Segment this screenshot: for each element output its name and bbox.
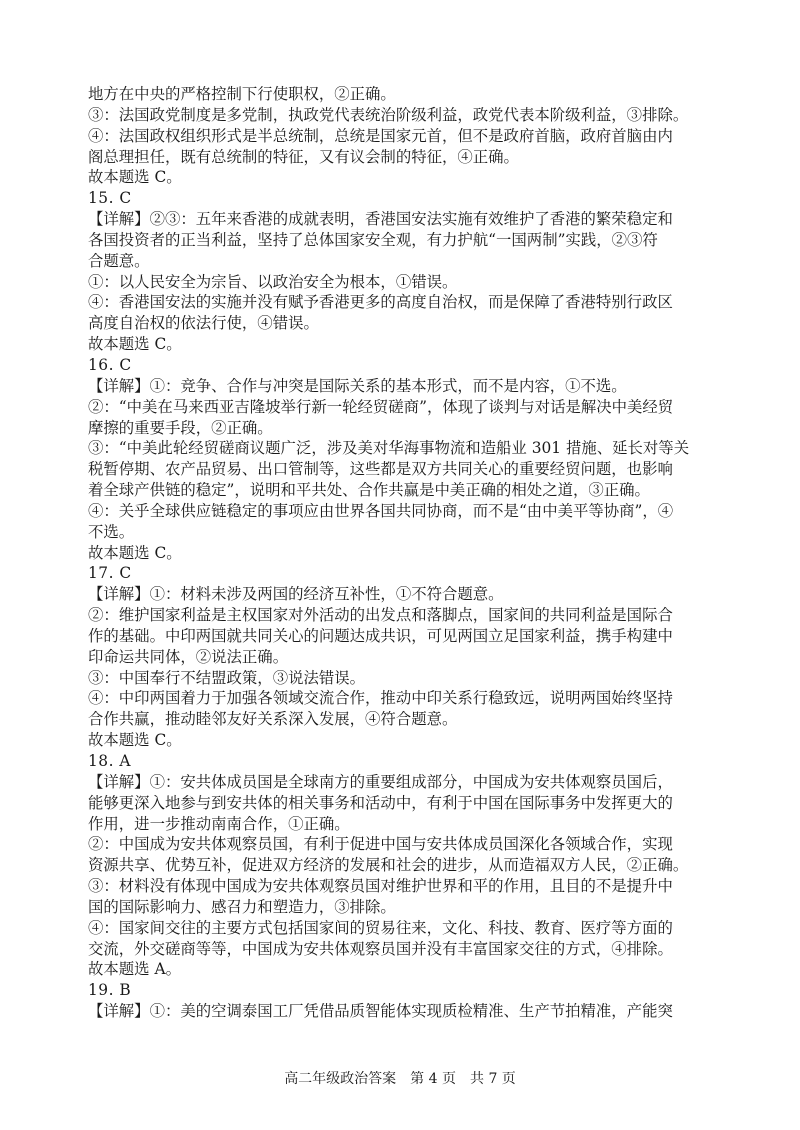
text-line: ①：以人民安全为宗旨、以政治安全为根本，①错误。 (88, 272, 458, 291)
text-line: ③：“中美此轮经贸磋商议题广泛，涉及美对华海事物流和造船业 301 措施、延长对等关 (88, 439, 690, 458)
question-number: 17. C (88, 564, 132, 583)
text-line: 摩擦的重要手段，②正确。 (88, 418, 273, 437)
text-line: 合作共赢，推动睦邻友好关系深入发展，④符合题意。 (88, 710, 458, 729)
text-line: 地方在中央的严格控制下行使职权，②正确。 (88, 85, 396, 103)
text-line: 资源共享、优势互补，促进双方经济的发展和社会的进步，从而造福双方人民，②正确。 (88, 856, 689, 875)
text-line: 着全球产供链的稳定”，说明和平共处、合作共赢是中美正确的相处之道，③正确。 (88, 481, 650, 500)
text-line: 税暂停期、农产品贸易、出口管制等，这些都是双方共同关心的重要经贸问题，也影响 (88, 460, 673, 479)
text-line: ④：法国政权组织形式是半总统制，总统是国家元首，但不是政府首脑，政府首脑由内 (88, 126, 673, 145)
explanation-start: 【详解】①：竞争、合作与冲突是国际关系的基本形式，而不是内容，①不选。 (88, 376, 627, 395)
text-line: ②：中国成为安共体观察员国，有利于促进中国与安共体成员国深化各领域合作，实现 (88, 835, 673, 854)
answer-conclusion: 故本题选 C。 (88, 731, 182, 750)
text-line: 交流，外交磋商等等，中国成为安共体观察员国并没有丰富国家交往的方式，④排除。 (88, 939, 673, 958)
text-line: 作用，进一步推动南南合作，①正确。 (88, 814, 350, 833)
text-line: ④：关乎全球供应链稳定的事项应由世界各国共同协商，而不是“由中美平等协商”，④ (88, 501, 674, 520)
text-line: ③：中国奉行不结盟政策，③说法错误。 (88, 668, 366, 687)
text-line: ②：“中美在马来西亚吉隆坡举行新一轮经贸磋商”，体现了谈判与对话是解决中美经贸 (88, 397, 674, 416)
answer-conclusion: 故本题选 C。 (88, 335, 182, 354)
text-line: ②：维护国家利益是主权国家对外活动的出发点和落脚点，国家间的共同利益是国际合 (88, 606, 673, 625)
question-number: 18. A (88, 752, 131, 770)
text-line: ④：香港国安法的实施并没有赋予香港更多的高度自治权，而是保障了香港特别行政区 (88, 293, 673, 312)
text-line: 作的基础。中印两国就共同关心的问题达成共识，可见两国立足国家利益，携手构建中 (88, 626, 673, 645)
text-line: ③：材料没有体现中国成为安共体观察员国对维护世界和平的作用，且目的不是提升中 (88, 877, 673, 896)
answer-conclusion: 故本题选 C。 (88, 543, 182, 562)
text-line: 能够更深入地参与到安共体的相关事务和活动中，有利于中国在国际事务中发挥更大的 (88, 793, 673, 812)
question-number: 15. C (88, 189, 132, 208)
text-line: 各国投资者的正当利益，坚持了总体国家安全观，有力护航“一国两制”实践，②③符 (88, 230, 658, 249)
text-line: 不选。 (88, 522, 135, 541)
answer-conclusion: 故本题选 A。 (88, 960, 181, 979)
explanation-start: 【详解】①：安共体成员国是全球南方的重要组成部分，中国成为安共体观察员国后， (88, 772, 673, 791)
page-footer: 高二年级政治答案 第 4 页 共 7 页 (284, 1071, 516, 1087)
explanation-start: 【详解】①：美的空调泰国工厂凭借品质智能体实现质检精准、生产节拍精准，产能突 (88, 1002, 673, 1021)
text-line: 高度自治权的依法行使，④错误。 (88, 314, 319, 333)
explanation-start: 【详解】②③：五年来香港的成就表明，香港国安法实施有效维护了香港的繁荣稳定和 (88, 210, 673, 229)
text-line: 合题意。 (88, 251, 150, 270)
question-number: 19. B (88, 981, 132, 1000)
explanation-start: 【详解】①：材料未涉及两国的经济互补性，①不符合题意。 (88, 585, 504, 604)
text-line: ③：法国政党制度是多党制，执政党代表统治阶级利益，政党代表本阶级利益，③排除。 (88, 105, 689, 124)
text-line: 国的国际影响力、感召力和塑造力，③排除。 (88, 897, 396, 916)
text-line: 印命运共同体，②说法正确。 (88, 647, 289, 666)
answer-body (88, 84, 718, 1022)
answer-conclusion: 故本题选 C。 (88, 168, 182, 187)
text-line: ④：国家间交往的主要方式包括国家间的贸易往来，文化、科技、教育、医疗等方面的 (88, 918, 673, 937)
text-line: 阁总理担任，既有总统制的特征，又有议会制的特征，④正确。 (88, 147, 519, 166)
question-number: 16. C (88, 355, 132, 374)
text-line: ④：中印两国着力于加强各领域交流合作，推动中印关系行稳致远，说明两国始终坚持 (88, 689, 673, 708)
